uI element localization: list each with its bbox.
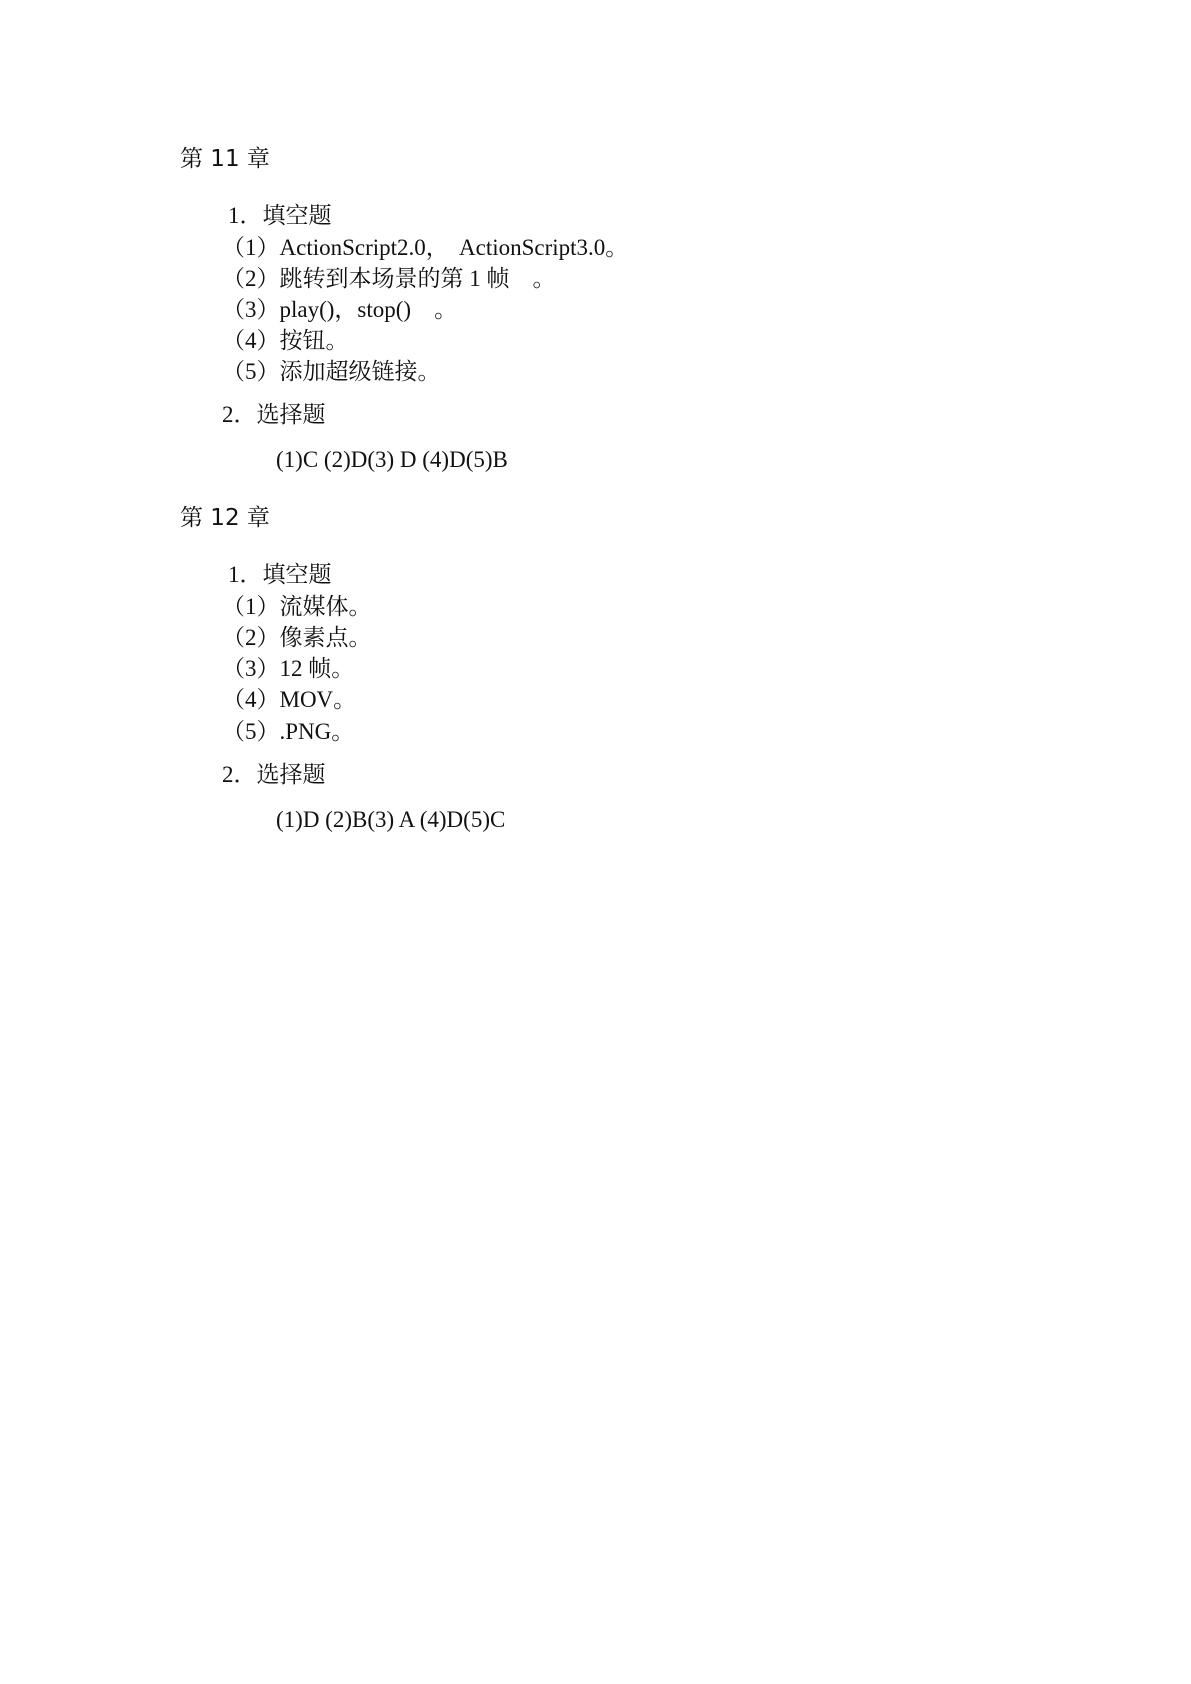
chapter-12-fill-answer-1: （1）流媒体。 — [222, 594, 372, 619]
chapter-11-choice-answers: (1)C (2)D(3) D (4)D(5)B — [276, 447, 508, 472]
chapter-11-fill-answer-3: （3）play()，stop() 。 — [222, 297, 458, 322]
chapter-11-fill-answer-5: （5）添加超级链接。 — [222, 359, 441, 384]
chapter-11-fill-answer-1: （1）ActionScript2.0， ActionScript3.0。 — [222, 235, 629, 260]
chapter-12-fill-answer-5: （5）.PNG。 — [222, 719, 355, 744]
chapter-12-fill-answer-3: （3）12 帧。 — [222, 656, 355, 681]
chapter-12-fill-answer-4: （4）MOV。 — [222, 687, 357, 712]
chapter-11-choice-heading: 2．选择题 — [222, 402, 326, 427]
chapter-12-choice-answers: (1)D (2)B(3) A (4)D(5)C — [276, 807, 506, 832]
chapter-11-title: 第 11 章 — [180, 146, 270, 172]
chapter-12-fill-answer-2: （2）像素点。 — [222, 625, 372, 650]
chapter-11-fill-heading: 1．填空题 — [228, 203, 332, 228]
chapter-11-fill-answer-4: （4）按钮。 — [222, 328, 349, 353]
chapter-12-fill-heading: 1．填空题 — [228, 562, 332, 587]
chapter-11-fill-answer-2: （2）跳转到本场景的第 1 帧 。 — [222, 266, 556, 291]
chapter-12-title: 第 12 章 — [180, 505, 270, 531]
chapter-12-choice-heading: 2．选择题 — [222, 762, 326, 787]
